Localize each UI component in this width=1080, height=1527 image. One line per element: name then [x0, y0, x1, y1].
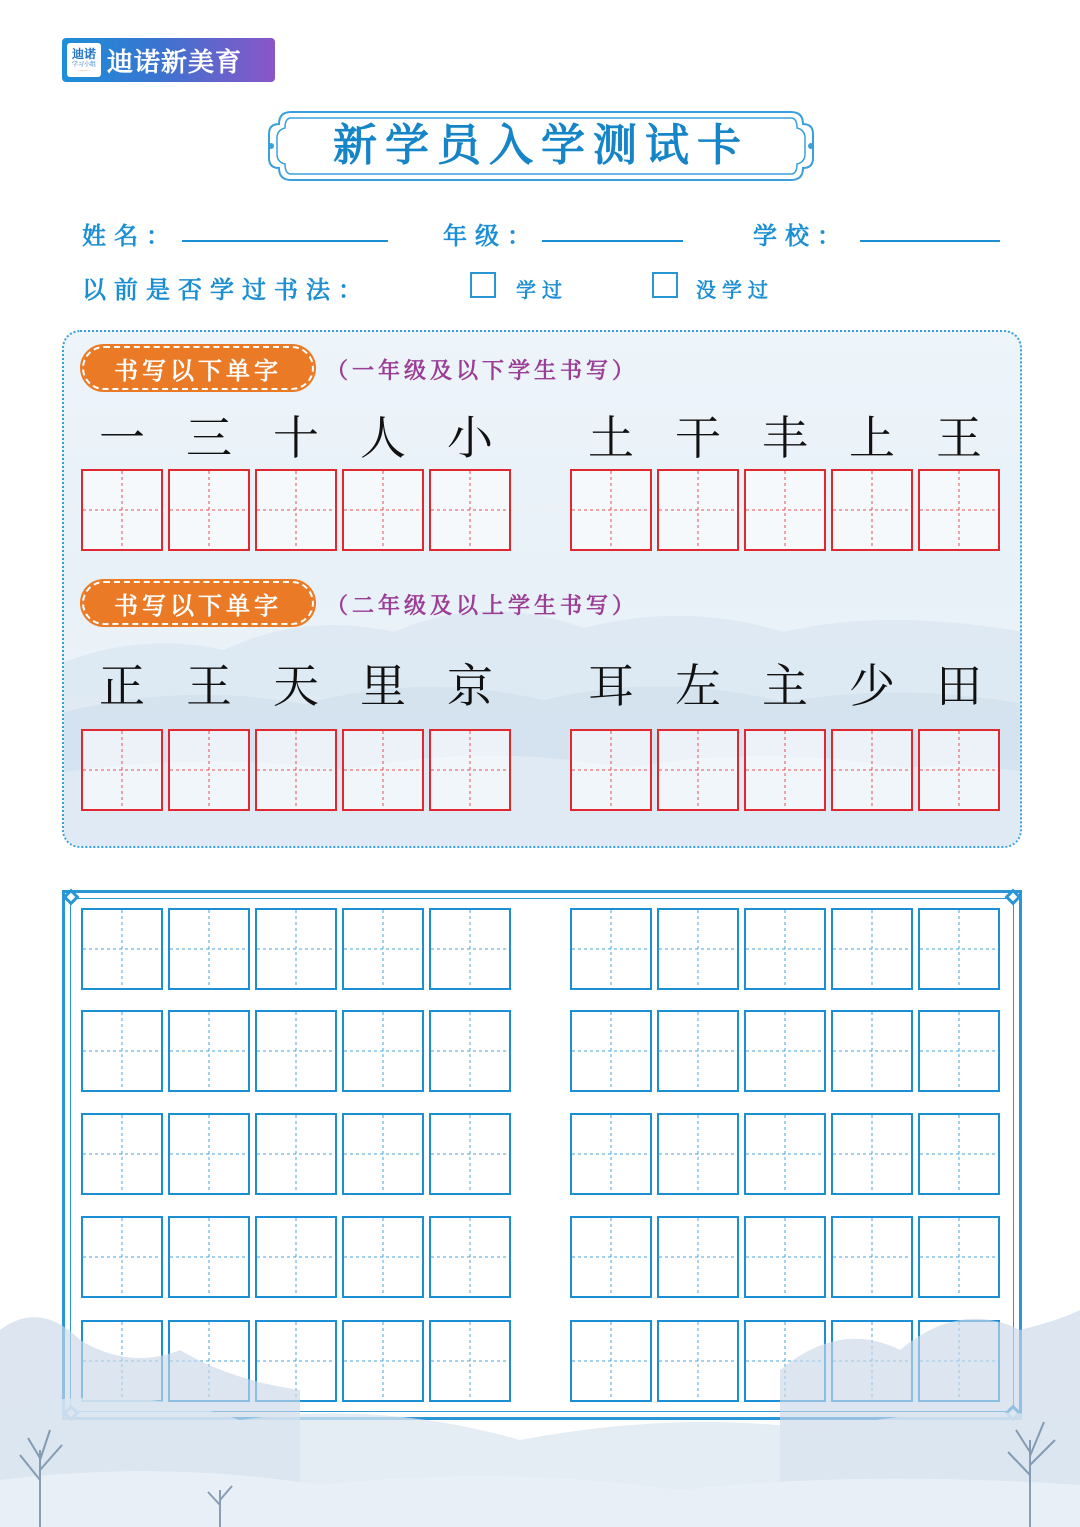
- corner-ornament-top-right: [1002, 886, 1024, 908]
- brand-logo: [62, 38, 275, 82]
- landscape-illustration: [0, 1280, 1080, 1527]
- section1-note: （一年级及以下学生书写）: [326, 359, 639, 384]
- section1-writing-cell-2[interactable]: [168, 469, 250, 551]
- section2-char-2: 王: [186, 659, 232, 713]
- section2-char-8: 主: [762, 659, 808, 713]
- section1-char-6: 土: [588, 411, 634, 465]
- section2-char-9: 少: [849, 659, 895, 713]
- logo-badge: [67, 43, 101, 77]
- section2-char-1: 正: [99, 659, 145, 713]
- section1-writing-cell-4[interactable]: [342, 469, 424, 551]
- section1-char-8: 丰: [762, 411, 808, 465]
- corner-ornament-top-left: [60, 886, 82, 908]
- section1-char-5: 小: [447, 411, 493, 465]
- logo-text: 迪诺新美育: [107, 47, 243, 78]
- section1-writing-cell-8[interactable]: [744, 469, 826, 551]
- name-label: 姓名：: [82, 222, 178, 250]
- school-field-line[interactable]: [860, 240, 1000, 242]
- page-title: 新学员入学测试卡: [333, 120, 749, 171]
- section2-char-3: 天: [273, 659, 319, 713]
- grade-field-line[interactable]: [542, 240, 683, 242]
- section1-writing-cell-1[interactable]: [81, 469, 163, 551]
- section2-writing-cell-4[interactable]: [342, 729, 424, 811]
- section2-writing-cell-2[interactable]: [168, 729, 250, 811]
- not-learned-option-label: 没学过: [696, 278, 774, 302]
- logo-badge-main: 迪诺: [71, 46, 96, 61]
- section2-writing-cell-6[interactable]: [570, 729, 652, 811]
- section2-writing-cell-3[interactable]: [255, 729, 337, 811]
- logo-badge-sub: 学习小组: [71, 60, 96, 68]
- section2-writing-cell-9[interactable]: [831, 729, 913, 811]
- section1-char-7: 干: [675, 411, 721, 465]
- school-label: 学校：: [753, 222, 849, 250]
- section1-writing-cell-9[interactable]: [831, 469, 913, 551]
- section2-note: （二年级及以上学生书写）: [326, 594, 639, 619]
- section1-writing-cell-5[interactable]: [429, 469, 511, 551]
- section1-writing-cell-10[interactable]: [918, 469, 1000, 551]
- section2-writing-cell-10[interactable]: [918, 729, 1000, 811]
- section1-heading-pill: 书写以下单字: [82, 346, 314, 390]
- section1-char-1: 一: [99, 411, 145, 465]
- section2-writing-cell-5[interactable]: [429, 729, 511, 811]
- section2-writing-cell-7[interactable]: [657, 729, 739, 811]
- grade-label: 年级：: [443, 222, 539, 250]
- section2-char-6: 耳: [588, 659, 634, 713]
- section2-heading-pill: 书写以下单字: [82, 581, 314, 625]
- section2-char-4: 里: [360, 659, 406, 713]
- section1-writing-cell-6[interactable]: [570, 469, 652, 551]
- section1-char-3: 十: [273, 411, 319, 465]
- name-field-line[interactable]: [182, 240, 388, 242]
- section1-char-9: 上: [849, 411, 895, 465]
- section2-char-7: 左: [675, 659, 721, 713]
- logo-badge-tiny: ·········: [78, 67, 90, 73]
- section1-writing-cell-3[interactable]: [255, 469, 337, 551]
- section2-char-10: 田: [936, 659, 982, 713]
- section2-writing-cell-8[interactable]: [744, 729, 826, 811]
- learned-option-label: 学过: [516, 278, 568, 302]
- section1-char-4: 人: [360, 411, 406, 465]
- not-learned-checkbox[interactable]: [652, 272, 678, 298]
- section1-char-2: 三: [186, 411, 232, 465]
- learned-checkbox[interactable]: [470, 272, 496, 298]
- section1-writing-cell-7[interactable]: [657, 469, 739, 551]
- section2-writing-cell-1[interactable]: [81, 729, 163, 811]
- calligraphy-question: 以前是否学过书法：: [82, 276, 370, 304]
- section2-char-5: 京: [447, 659, 493, 713]
- section1-char-10: 王: [936, 411, 982, 465]
